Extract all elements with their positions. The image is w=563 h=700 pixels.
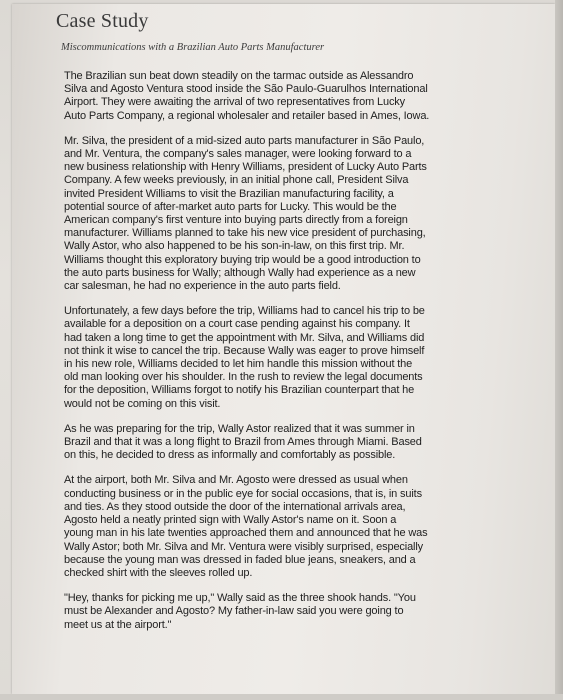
page-edge bbox=[555, 0, 563, 700]
paragraph-4: As he was preparing for the trip, Wally Astor realized that it was summer in Brazil and that it was a long flight to Brazil from Ames through Miami. Based on this, he decided to dress as informally and comfortably as possible. bbox=[64, 422, 422, 462]
case-study-title: Case Study bbox=[56, 10, 149, 32]
paragraph-5: At the airport, both Mr. Silva and Mr. Agosto were dressed as usual when conducting business or in the public eye for social occasions, that is, in suits and ties. As they stood outside the door of the international arrivals area, Agosto held a neatly printed sign with Wally Astor's name on it. Soon a young man in his late twenties approached them and announced that he was Wally Astor; both Mr. Silva and Mr. Ventura were visibly surprised, especially because the young man was dressed in faded blue jeans, sneakers, and a checked shirt with the sleeves rolled up. bbox=[64, 474, 428, 579]
case-study-subtitle: Miscommunications with a Brazilian Auto Parts Manufacturer bbox=[61, 42, 325, 53]
bottom-edge bbox=[0, 694, 563, 700]
paragraph-6: "Hey, thanks for picking me up," Wally said as the three shook hands. "You must be Alexander and Agosto? My father-in-law said you were going to meet us at the airport." bbox=[64, 592, 416, 631]
book-page bbox=[12, 4, 555, 694]
paragraph-2: Mr. Silva, the president of a mid-sized auto parts manufacturer in São Paulo, and Mr. Ventura, the company's sales manager, were looking forward to a new business relationship with Henry Williams, president of Lucky Auto Parts Company. A few weeks previously, in an initial phone call, President Silva invited President Williams to visit the Brazilian manufacturing facility, a potential source of after-market auto parts for Lucky. This would be the American company's first venture into buying parts directly from a foreign manufacturer. Williams planned to take his new vice president of purchasing, Wally Astor, who also happened to be his son-in-law, on this first trip. Mr. Williams thought this exploratory buying trip would be a good introduction to the auto parts business for Wally; although Wally had experience as a new car salesman, he had no experience in the auto parts field. bbox=[64, 134, 427, 293]
paragraph-1: The Brazilian sun beat down steadily on the tarmac outside as Alessandro Silva and Agosto Ventura stood inside the São Paulo-Guarulhos International Airport. They were awaiting the arrival of two representatives from Lucky Auto Parts Company, a regional wholesaler and retailer based in Ames, Iowa. bbox=[64, 70, 430, 122]
paragraph-3: Unfortunately, a few days before the trip, Williams had to cancel his trip to be available for a deposition on a court case pending against his company. It had taken a long time to get the appointment with Mr. Silva, and Williams did not think it wise to cancel the trip. Because Wally was eager to prove himself in his new role, Williams decided to let him handle this mission without the old man looking over his shoulder. In the rush to review the legal documents for the deposition, Williams forgot to notify his Brazilian counterpart that he would not be coming on this visit. bbox=[64, 305, 425, 410]
case-study-body bbox=[64, 70, 504, 644]
